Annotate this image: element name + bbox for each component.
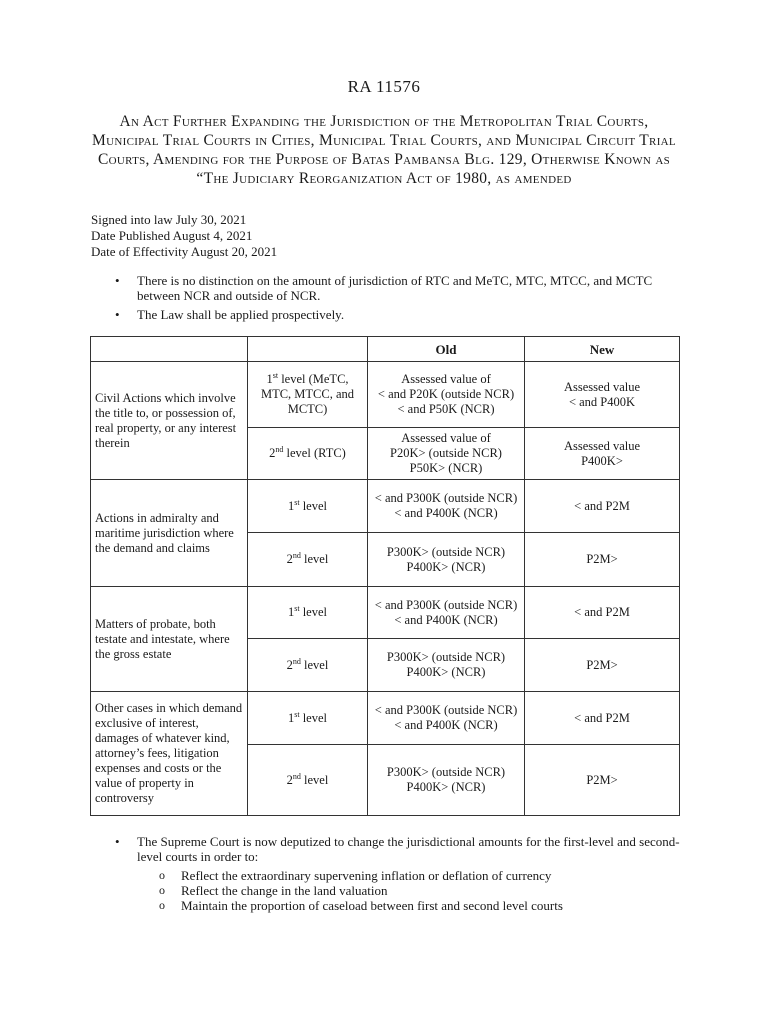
level-number: 2 (286, 552, 293, 566)
new-amount-cell (525, 428, 680, 480)
bullet-icon: • (115, 273, 120, 288)
sub-list-item (91, 898, 691, 913)
jurisdiction-table (90, 336, 680, 816)
table-row (91, 362, 680, 428)
table-row (91, 480, 680, 533)
level-label: level (300, 552, 329, 566)
level-label: level (300, 657, 329, 672)
bottom-bullet-list (91, 834, 691, 913)
level-number: 2 (286, 772, 293, 787)
circle-bullet-icon: o (159, 898, 165, 912)
old-amount-cell (368, 480, 525, 533)
court-level-cell (248, 533, 368, 587)
new-amount-cell (525, 533, 680, 587)
sub-list-item (91, 883, 691, 898)
new-amount-cell (525, 639, 680, 692)
old-amount-line: P400K> (NCR) (406, 559, 486, 574)
action-type-cell: Actions in admiralty and maritime jurisdiction where the demand and claims (91, 480, 248, 587)
level-ordinal-suffix: st (272, 370, 279, 380)
new-amount-cell (525, 362, 680, 428)
old-amount-line: Assessed value of (401, 431, 491, 445)
level-number: 1 (287, 498, 295, 513)
action-type-cell: Matters of probate, both testate and intestate, where the gross estate (91, 587, 248, 692)
level-ordinal-suffix: nd (292, 550, 301, 560)
new-amount-line: Assessed value (563, 438, 641, 453)
level-ordinal-suffix: nd (292, 771, 301, 781)
dates-block (91, 212, 277, 260)
court-level-cell (248, 362, 368, 428)
act-title: An Act Further Expanding the Jurisdiction of the Metropolitan Trial Courts, Municipal Trial Courts in Cities, Municipal Trial Courts, and Municipal Circuit Trial Courts, Amending for the Purpose of Batas Pambansa Blg. 129, Otherwise Known as “The Judiciary Reorganization Act of 1980, as amended (92, 113, 676, 187)
old-amount-line: P300K> (outside NCR) (386, 650, 506, 664)
level-ordinal-suffix: st (294, 603, 300, 613)
bullet-text: The Supreme Court is now deputized to change the jurisdictional amounts for the first-level and second-level courts in order to: (137, 834, 680, 864)
level-label: level (300, 772, 329, 787)
new-amount-line: P2M> (586, 552, 618, 566)
circle-bullet-icon: o (159, 868, 165, 882)
list-item (91, 834, 691, 864)
old-amount-line: < and P300K (outside NCR) (374, 597, 518, 612)
bullet-text: The Law shall be applied prospectively. (137, 307, 345, 322)
level-number: 1 (287, 605, 295, 619)
bullet-text: There is no distinction on the amount of jurisdiction of RTC and MeTC, MTC, MTCC, and MCTC between NCR and outside of NCR. (137, 273, 653, 303)
sub-bullet-text: Reflect the change in the land valuation (181, 883, 388, 898)
old-amount-line: P400K> (NCR) (406, 780, 486, 794)
old-amount-line: P50K> (NCR) (409, 461, 483, 475)
bullet-icon: • (115, 834, 120, 849)
effectivity-date: Date of Effectivity August 20, 2021 (91, 244, 278, 259)
table-row (91, 587, 680, 639)
header-blank-level (248, 337, 368, 362)
old-amount-line: < and P20K (outside NCR) (377, 387, 515, 401)
table-row (91, 692, 680, 745)
court-level-cell (248, 480, 368, 533)
action-type-cell: Other cases in which demand exclusive of interest, damages of whatever kind, attorney’s fees, litigation expenses and costs or the value of property in controversy (91, 692, 248, 816)
signed-date: Signed into law July 30, 2021 (91, 212, 247, 227)
court-level-cell (248, 587, 368, 639)
level-number: 2 (286, 657, 293, 672)
sub-bullet-text: Maintain the proportion of caseload between first and second level courts (181, 898, 563, 913)
sub-bullet-text: Reflect the extraordinary supervening inflation or deflation of currency (181, 868, 552, 883)
sub-list-item (91, 868, 691, 883)
new-amount-cell (525, 692, 680, 745)
action-type-cell: Civil Actions which involve the title to, or possession of, real property, or any interest therein (91, 362, 248, 480)
new-amount-cell (525, 480, 680, 533)
new-amount-line: < and P400K (568, 394, 636, 409)
old-amount-cell (368, 362, 525, 428)
header-new: New (525, 337, 680, 362)
level-number: 1 (287, 710, 295, 725)
old-amount-line: P300K> (outside NCR) (386, 765, 506, 779)
new-amount-line: P2M> (586, 772, 618, 787)
level-label: level (RTC) (283, 446, 346, 460)
top-bullet-list (91, 273, 681, 326)
old-amount-cell (368, 745, 525, 816)
level-ordinal-suffix: nd (292, 656, 301, 666)
level-number: 1 (266, 372, 273, 386)
court-level-cell (248, 745, 368, 816)
new-amount-cell (525, 745, 680, 816)
ra-number: RA 11576 (347, 77, 421, 96)
old-amount-line: P20K> (outside NCR) (390, 446, 502, 460)
old-amount-cell (368, 428, 525, 480)
level-label: level (299, 710, 327, 725)
level-ordinal-suffix: nd (275, 444, 284, 454)
header-blank-action (91, 337, 248, 362)
level-ordinal-suffix: st (294, 497, 300, 507)
new-amount-line: < and P2M (574, 498, 630, 513)
old-amount-cell (368, 533, 525, 587)
bullet-icon: • (115, 307, 120, 322)
level-label: level (299, 498, 327, 513)
old-amount-line: < and P400K (NCR) (394, 718, 498, 732)
old-amount-line: < and P300K (outside NCR) (374, 703, 518, 717)
old-amount-line: P400K> (NCR) (406, 665, 486, 679)
new-amount-line: P400K> (581, 453, 623, 468)
old-amount-cell (368, 692, 525, 745)
old-amount-cell (368, 639, 525, 692)
new-amount-line: < and P2M (574, 710, 630, 725)
old-amount-line: < and P50K (NCR) (397, 402, 495, 416)
list-item (91, 273, 681, 303)
old-amount-line: < and P400K (NCR) (394, 612, 498, 627)
new-amount-line: Assessed value (563, 379, 641, 394)
level-ordinal-suffix: st (294, 709, 300, 719)
level-label: level (MeTC, MTC, MTCC, and MCTC) (260, 372, 355, 416)
level-label: level (299, 605, 327, 619)
court-level-cell (248, 428, 368, 480)
level-number: 2 (269, 446, 276, 460)
list-item (91, 307, 681, 322)
old-amount-line: < and P400K (NCR) (394, 506, 498, 520)
old-amount-line: P300K> (outside NCR) (386, 544, 506, 559)
old-amount-line: Assessed value of (401, 372, 491, 386)
old-amount-line: < and P300K (outside NCR) (374, 491, 518, 505)
new-amount-line: < and P2M (574, 605, 630, 619)
published-date: Date Published August 4, 2021 (91, 228, 253, 243)
table-header-row (91, 337, 680, 362)
old-amount-cell (368, 587, 525, 639)
circle-bullet-icon: o (159, 883, 165, 897)
new-amount-cell (525, 587, 680, 639)
header-old: Old (368, 337, 525, 362)
court-level-cell (248, 639, 368, 692)
new-amount-line: P2M> (586, 657, 618, 672)
court-level-cell (248, 692, 368, 745)
